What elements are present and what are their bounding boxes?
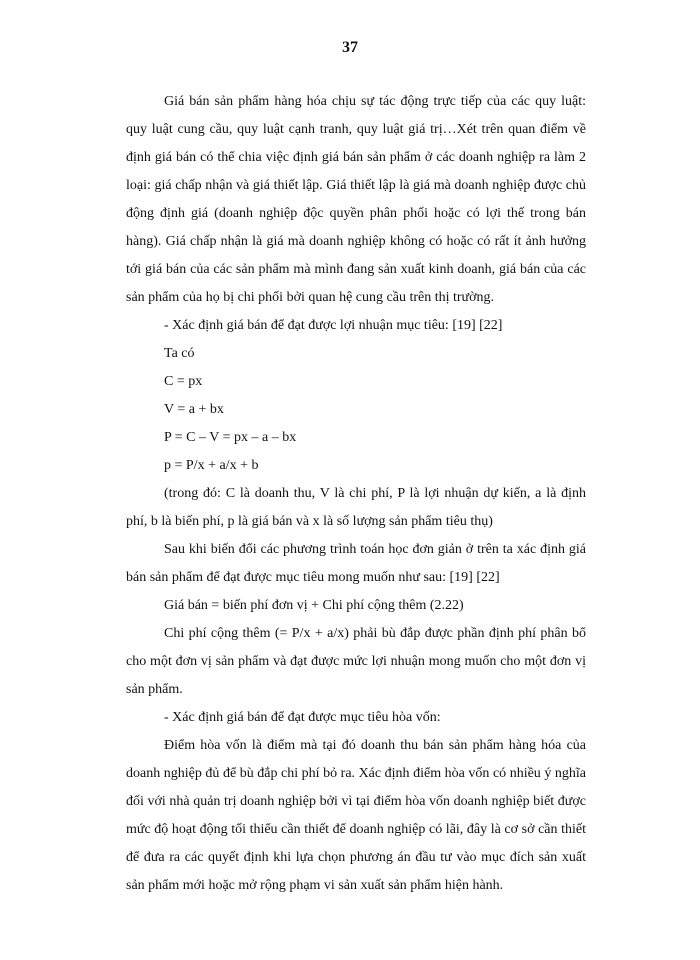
- paragraph-variable-definitions: (trong đó: C là doanh thu, V là chi phí, P là lợi nhuận dự kiến, a là định phí, b là biến phí, p là giá bán và x là số lượng sản phẩm tiêu thụ): [126, 486, 586, 529]
- paragraph-markup-cost: Chi phí cộng thêm (= P/x + a/x) phải bù đắp được phần định phí phân bổ cho một đơn vị sản phẩm và đạt được mức lợi nhuận mong muốn cho một đơn vị sản phẩm.: [126, 626, 586, 697]
- heading-target-profit: - Xác định giá bán để đạt được lợi nhuận mục tiêu: [19] [22]: [164, 318, 503, 333]
- formula-price: p = P/x + a/x + b: [164, 458, 259, 473]
- heading-break-even: - Xác định giá bán để đạt được mục tiêu hòa vốn:: [164, 710, 441, 725]
- formula-revenue: C = px: [164, 374, 203, 389]
- paragraph-price-laws: Giá bán sản phẩm hàng hóa chịu sự tác động trực tiếp của các quy luật: quy luật cung cầu, quy luật cạnh tranh, quy luật giá trị…Xét trên quan điểm về định giá bán có thể chia việc định giá bán sản phẩm ở các doanh nghiệp ra làm 2 loại: giá chấp nhận và giá thiết lập. Giá thiết lập là giá mà doanh nghiệp được chủ động định giá (doanh nghiệp độc quyền phân phối hoặc có lợi thế trong bán hàng). Giá chấp nhận là giá mà doanh nghiệp không có hoặc có rất ít ảnh hưởng tới giá bán của các sản phẩm mà mình đang sản xuất kinh doanh, giá bán của các sản phẩm của họ bị chi phối bởi quan hệ cung cầu trên thị trường.: [126, 94, 586, 305]
- paragraph-break-even: Điểm hòa vốn là điểm mà tại đó doanh thu bán sản phẩm hàng hóa của doanh nghiệp đủ để bù đắp chi phí bỏ ra. Xác định điểm hòa vốn có nhiều ý nghĩa đối với nhà quản trị doanh nghiệp bởi vì tại điểm hòa vốn doanh nghiệp biết được mức độ hoạt động tối thiểu cần thiết để doanh nghiệp có lãi, đây là cơ sở cần thiết để đưa ra các quyết định khi lựa chọn phương án đầu tư vào mục đích sản xuất sản phẩm mới hoặc mở rộng phạm vi sản xuất sản phẩm hiện hành.: [126, 738, 586, 893]
- formula-selling-price: Giá bán = biến phí đơn vị + Chi phí cộng thêm (2.22): [164, 598, 464, 613]
- paragraph-transformation: Sau khi biến đổi các phương trình toán học đơn giản ở trên ta xác định giá bán sản phẩm để đạt được mục tiêu mong muốn như sau: [19] [22]: [126, 542, 586, 585]
- formula-intro: Ta có: [164, 346, 195, 361]
- formula-cost: V = a + bx: [164, 402, 224, 417]
- body-text: [126, 88, 586, 900]
- page-number: 37: [342, 39, 358, 56]
- formula-profit: P = C – V = px – a – bx: [164, 430, 297, 445]
